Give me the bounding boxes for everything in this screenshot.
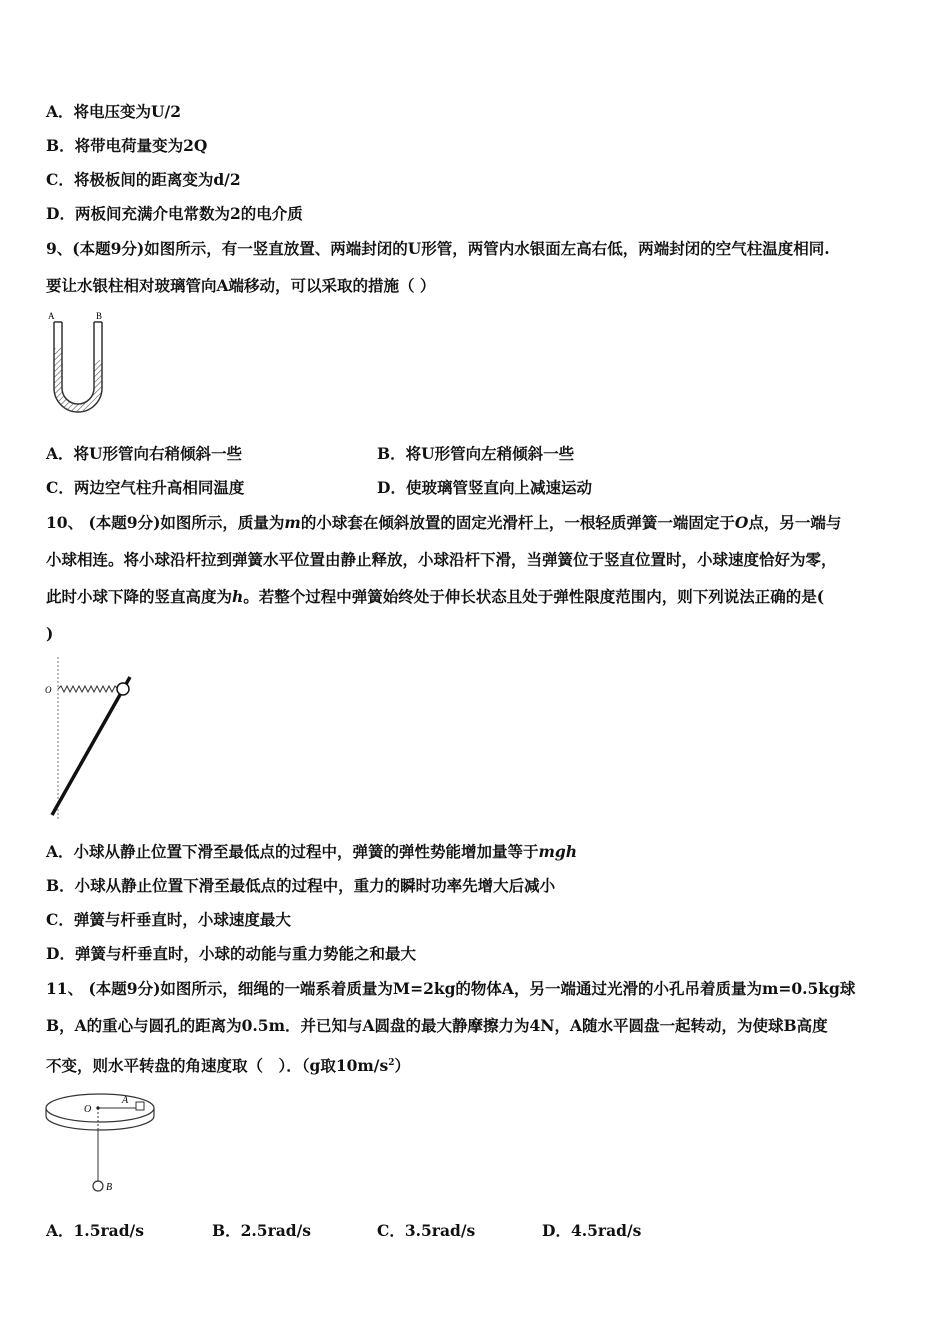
q9-option-d: D．使玻璃管竖直向上减速运动 [377,478,592,497]
q9-stem-line2: 要让水银柱相对玻璃管向A端移动，可以采取的措施（ ） [46,276,436,295]
q10-option-a: A．小球从静止位置下滑至最低点的过程中，弹簧的弹性势能增加量等于mgh [46,842,578,861]
q8-option-c: C．将极板间的距离变为d/2 [46,170,241,189]
q11-option-b: B．2.5rad/s [212,1221,312,1240]
q11-option-d: D．4.5rad/s [542,1221,642,1240]
spring-rod-figure [42,655,142,825]
ball-b [93,1181,103,1191]
q10-stem-line4: ) [46,624,54,643]
q9-option-c: C．两边空气柱升高相同温度 [46,478,245,497]
mercury-column [54,348,102,412]
q9-option-b: B．将U形管向左稍倾斜一些 [377,444,575,463]
q11-option-c: C．3.5rad/s [377,1221,476,1240]
q10-option-b: B．小球从静止位置下滑至最低点的过程中，重力的瞬时功率先增大后减小 [46,876,556,895]
u-tube-figure [44,308,114,418]
q8-option-b: B．将带电荷量变为2Q [46,136,208,155]
spring [58,686,118,692]
q11-stem-line1: 11、 (本题9分)如图所示，细绳的一端系着质量为M=2kg的物体A，另一端通过光滑的小孔吊着质量为m=0.5kg球 [46,979,856,998]
fixed-point-o-label: O [45,685,52,695]
inclined-rod [52,677,130,815]
q8-option-d: D．两板间充满介电常数为2的电介质 [46,204,303,223]
ball-b-label: B [106,1182,113,1193]
q10-option-c: C．弹簧与杆垂直时，小球速度最大 [46,910,291,929]
q9-option-a: A．将U形管向右稍倾斜一些 [46,444,243,463]
block-a-label: A [122,1095,129,1106]
hole-o-label: O [84,1104,92,1115]
ball [117,683,129,695]
q10-stem-line1: 10、 (本题9分)如图所示，质量为m的小球套在倾斜放置的固定光滑杆上，一根轻质弹簧一端固定于O点，另一端与 [46,513,842,532]
q11-option-a: A．1.5rad/s [46,1221,144,1240]
q10-option-d: D．弹簧与杆垂直时，小球的动能与重力势能之和最大 [46,944,416,963]
q8-option-a: A．将电压变为U/2 [46,102,181,121]
turntable-figure [42,1086,162,1198]
q9-stem-line1: 9、(本题9分)如图所示，有一竖直放置、两端封闭的U形管，两管内水银面左高右低，两端封闭的空气柱温度相同. [46,239,830,258]
q11-stem-line3: 不变，则水平转盘的角速度取（ ）．（g取$10m/s^2$） [46,1056,410,1076]
u-tube-label-b: B [96,311,103,321]
u-tube-inner [62,322,94,404]
q10-stem-line2: 小球相连。将小球沿杆拉到弹簧水平位置由静止释放，小球沿杆下滑，当弹簧位于竖直位置时，小球速度恰好为零， [46,550,837,569]
q10-stem-line3: 此时小球下降的竖直高度为h。若整个过程中弹簧始终处于伸长状态且处于弹性限度范围内，则下列说法正确的是( [46,587,825,606]
block-a [136,1102,144,1110]
q11-stem-line2: B，A的重心与圆孔的距离为0.5m．并已知与A圆盘的最大静摩擦力为4N，A随水平圆盘一起转动，为使球B高度 [46,1016,828,1035]
u-tube-label-a: A [48,311,55,321]
